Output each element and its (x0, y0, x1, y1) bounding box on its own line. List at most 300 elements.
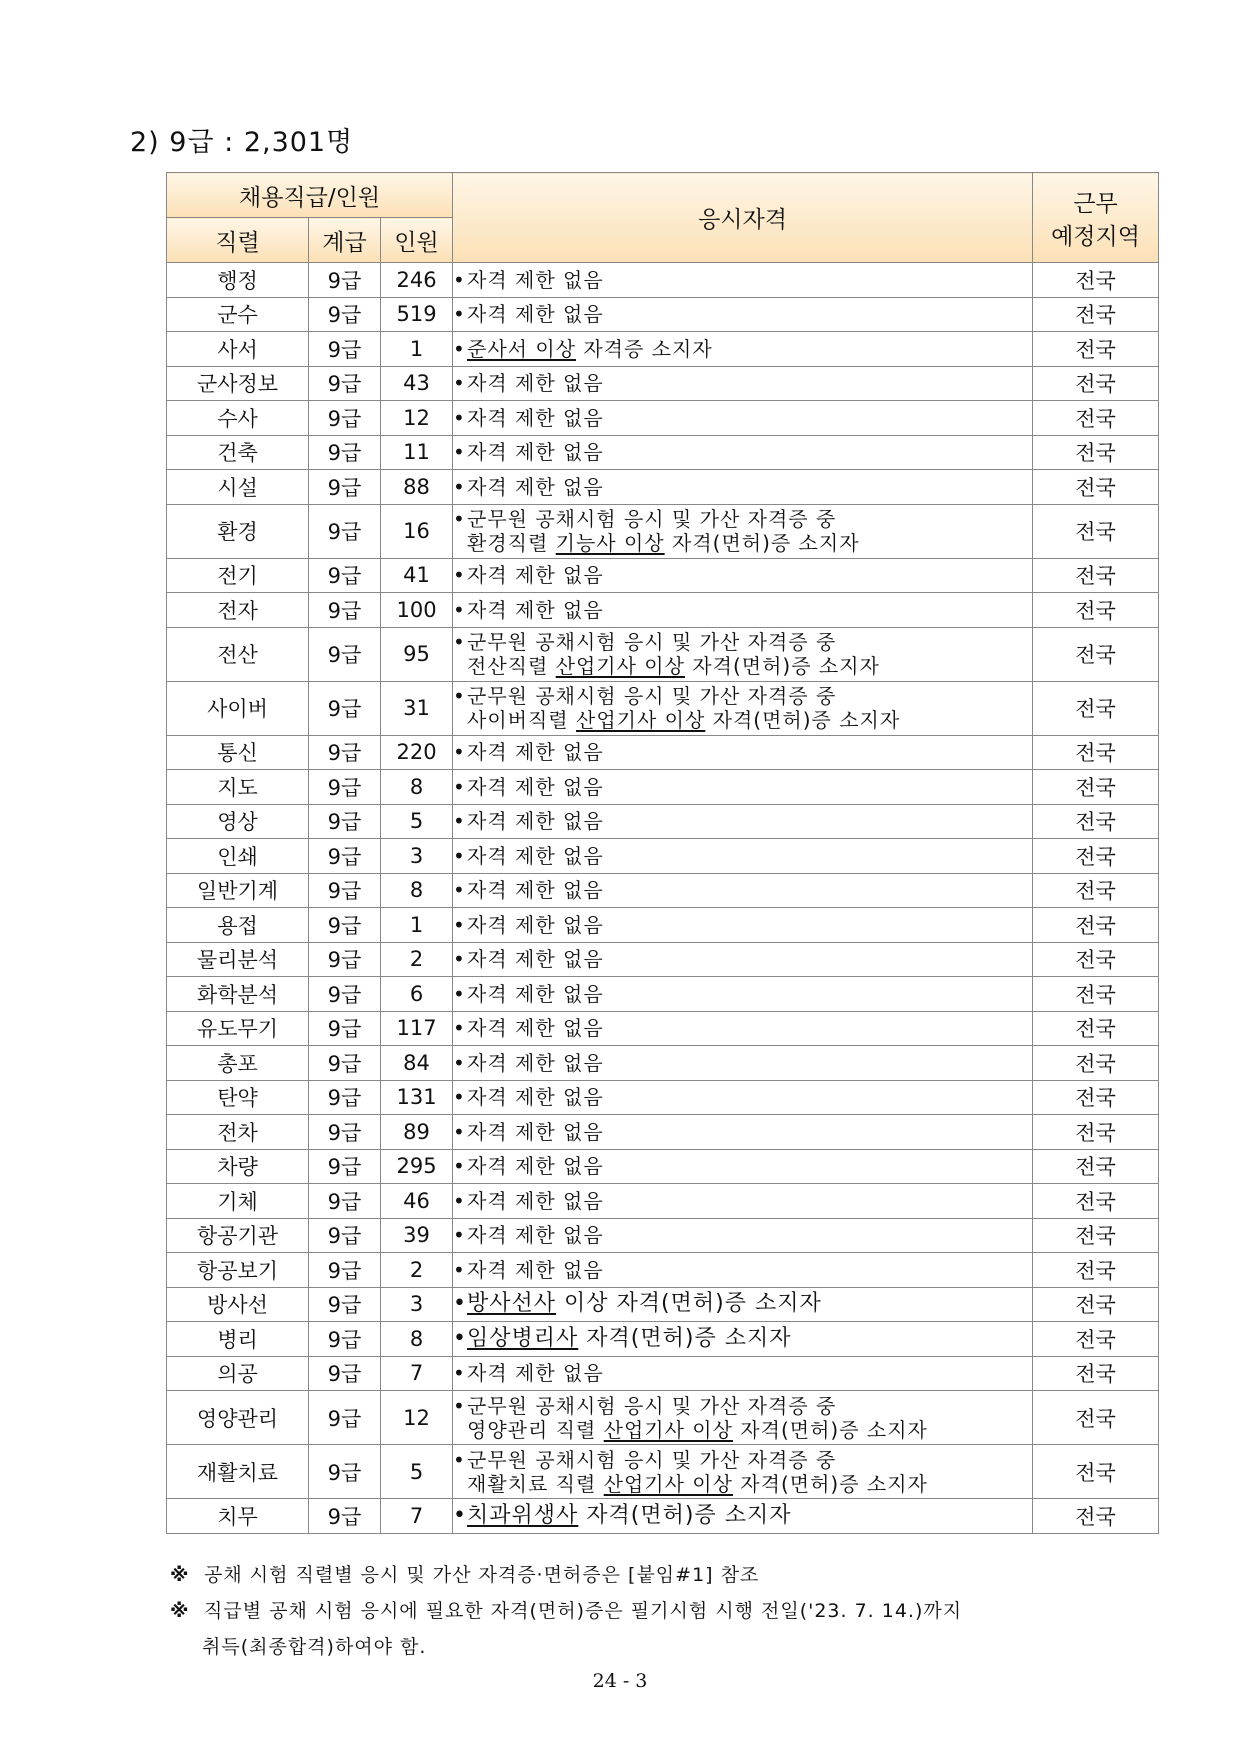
cell-region: 전국 (1033, 1287, 1159, 1322)
cell-region: 전국 (1033, 1391, 1159, 1445)
cell-count: 7 (381, 1356, 453, 1391)
qualification-line (453, 740, 604, 764)
cell-count: 8 (381, 873, 453, 908)
table-row (167, 558, 1159, 593)
cell-job: 환경 (167, 504, 309, 558)
bullet: • (453, 1050, 466, 1075)
qualification-text: 자격 제한 없음 (467, 597, 604, 622)
qualification-line-2 (453, 708, 1032, 732)
table-row (167, 1080, 1159, 1115)
cell-region: 전국 (1033, 558, 1159, 593)
cell-qualification (453, 1445, 1033, 1499)
qualification-line-2 (453, 1418, 1032, 1442)
cell-count: 220 (381, 735, 453, 770)
cell-count: 131 (381, 1080, 453, 1115)
cell-qualification (453, 401, 1033, 436)
qualification-line (453, 337, 713, 361)
qualification-line (453, 1291, 822, 1316)
cell-count: 11 (381, 435, 453, 470)
table-row (167, 942, 1159, 977)
cell-count: 16 (381, 504, 453, 558)
cell-grade: 9급 (309, 1499, 381, 1534)
bullet: • (453, 684, 466, 708)
table-row (167, 1046, 1159, 1081)
header-count: 인원 (381, 218, 453, 263)
qualification-text: 자격(면허)증 소지자 (684, 654, 880, 678)
cell-qualification (453, 977, 1033, 1012)
cell-grade: 9급 (309, 1253, 381, 1288)
cell-count: 5 (381, 1445, 453, 1499)
qualification-text: 사이버직렬 (467, 708, 576, 732)
cell-region: 전국 (1033, 435, 1159, 470)
cell-job: 군수 (167, 297, 309, 332)
cell-grade: 9급 (309, 332, 381, 367)
bullet: • (453, 1085, 466, 1110)
cell-count: 43 (381, 366, 453, 401)
cell-region: 전국 (1033, 1445, 1159, 1499)
note-2-text: 직급별 공채 시험 응시에 필요한 자격(면허)증은 필기시험 시행 전일('23. 7. 14.)까지 (204, 1600, 963, 1622)
cell-job: 항공기관 (167, 1218, 309, 1253)
qualification-emphasis: 임상병리사 (467, 1325, 579, 1351)
bullet: • (453, 1223, 466, 1248)
cell-job: 항공보기 (167, 1253, 309, 1288)
cell-region: 전국 (1033, 1218, 1159, 1253)
cell-grade: 9급 (309, 1287, 381, 1322)
table-row (167, 1499, 1159, 1534)
qualification-line (453, 844, 604, 868)
cell-qualification (453, 1322, 1033, 1357)
cell-region: 전국 (1033, 1253, 1159, 1288)
qualification-line (453, 775, 604, 799)
table-row (167, 297, 1159, 332)
cell-grade: 9급 (309, 942, 381, 977)
qualification-emphasis: 방사선사 (467, 1291, 557, 1317)
cell-region: 전국 (1033, 908, 1159, 943)
cell-grade: 9급 (309, 435, 381, 470)
note-mark: ※ (170, 1564, 190, 1586)
qualification-text: 자격 제한 없음 (467, 440, 604, 465)
cell-qualification (453, 366, 1033, 401)
cell-job: 화학분석 (167, 977, 309, 1012)
section-heading: 2) 9급 : 2,301명 (130, 127, 354, 158)
cell-count: 39 (381, 1218, 453, 1253)
bullet: • (453, 1016, 466, 1041)
cell-region: 전국 (1033, 839, 1159, 874)
cell-count: 84 (381, 1046, 453, 1081)
cell-region: 전국 (1033, 504, 1159, 558)
cell-grade: 9급 (309, 977, 381, 1012)
cell-qualification (453, 297, 1033, 332)
qualification-text: 군무원 공채시험 응시 및 가산 자격증 중 (467, 1447, 837, 1472)
qualification-line (453, 475, 604, 499)
cell-region: 전국 (1033, 1499, 1159, 1534)
table-row (167, 366, 1159, 401)
bullet: • (453, 981, 466, 1006)
cell-count: 6 (381, 977, 453, 1012)
qualification-text: 이상 자격(면허)증 소지자 (556, 1291, 822, 1317)
qualification-line (453, 684, 836, 708)
cell-region: 전국 (1033, 297, 1159, 332)
table-row (167, 977, 1159, 1012)
qualification-line (453, 630, 836, 654)
cell-grade: 9급 (309, 1149, 381, 1184)
cell-qualification (453, 908, 1033, 943)
header-qualification: 응시자격 (453, 173, 1033, 263)
header-region (1033, 173, 1159, 263)
qualification-line (453, 809, 604, 833)
table-row (167, 908, 1159, 943)
notes (170, 1557, 962, 1665)
cell-count: 46 (381, 1184, 453, 1219)
cell-qualification (453, 593, 1033, 628)
qualification-line (453, 1085, 604, 1109)
cell-grade: 9급 (309, 263, 381, 298)
bullet: • (453, 740, 466, 765)
qualification-line (453, 598, 604, 622)
bullet: • (453, 1447, 466, 1472)
table-row (167, 332, 1159, 367)
cell-job: 방사선 (167, 1287, 309, 1322)
cell-region: 전국 (1033, 1115, 1159, 1150)
cell-qualification (453, 1184, 1033, 1219)
qualification-text: 자격(면허)증 소지자 (578, 1325, 792, 1351)
qualification-text: 자격 제한 없음 (467, 1016, 604, 1041)
qualification-line (453, 440, 604, 464)
header-region-line2: 예정지역 (1051, 223, 1140, 250)
note-mark: ※ (170, 1600, 190, 1622)
qualification-text: 자격 제한 없음 (467, 1188, 604, 1213)
cell-grade: 9급 (309, 1356, 381, 1391)
qualification-text: 자격 제한 없음 (467, 1085, 604, 1110)
cell-grade: 9급 (309, 297, 381, 332)
table-row (167, 1356, 1159, 1391)
qualification-line-2 (453, 1472, 1032, 1496)
cell-grade: 9급 (309, 735, 381, 770)
qualification-line (453, 563, 604, 587)
qualification-text: 자격 제한 없음 (467, 1257, 604, 1282)
cell-qualification (453, 435, 1033, 470)
cell-qualification (453, 942, 1033, 977)
qualification-line (453, 1120, 604, 1144)
cell-grade: 9급 (309, 681, 381, 735)
cell-count: 8 (381, 1322, 453, 1357)
qualification-text: 자격(면허)증 소지자 (705, 708, 901, 732)
bullet: • (453, 843, 466, 868)
qualification-text: 자격 제한 없음 (467, 1119, 604, 1144)
cell-count: 246 (381, 263, 453, 298)
qualification-line (453, 1051, 604, 1075)
qualification-text: 자격(면허)증 소지자 (732, 1417, 928, 1442)
bullet: • (453, 1257, 466, 1282)
cell-qualification (453, 1253, 1033, 1288)
table-row (167, 1287, 1159, 1322)
cell-count: 3 (381, 1287, 453, 1322)
table-row (167, 470, 1159, 505)
table-row (167, 1445, 1159, 1499)
qualification-line (453, 1016, 604, 1040)
table-row (167, 593, 1159, 628)
cell-grade: 9급 (309, 1391, 381, 1445)
table-row (167, 873, 1159, 908)
qualification-emphasis: 준사서 이상 (467, 336, 576, 361)
cell-count: 100 (381, 593, 453, 628)
cell-qualification (453, 1218, 1033, 1253)
qualification-text: 자격 제한 없음 (467, 947, 604, 972)
qualification-emphasis: 산업기사 이상 (603, 1471, 733, 1496)
table-row (167, 435, 1159, 470)
cell-region: 전국 (1033, 735, 1159, 770)
cell-qualification (453, 470, 1033, 505)
cell-grade: 9급 (309, 1080, 381, 1115)
cell-region: 전국 (1033, 1184, 1159, 1219)
qualification-line-2 (453, 531, 1032, 555)
cell-qualification (453, 770, 1033, 805)
cell-region: 전국 (1033, 1149, 1159, 1184)
table-row (167, 1218, 1159, 1253)
qualification-text: 자격 제한 없음 (467, 878, 604, 903)
cell-qualification (453, 1080, 1033, 1115)
bullet: • (453, 1393, 466, 1418)
qualification-line (453, 1394, 836, 1418)
cell-qualification (453, 1287, 1033, 1322)
cell-job: 유도무기 (167, 1011, 309, 1046)
note-1 (170, 1557, 962, 1593)
cell-count: 12 (381, 401, 453, 436)
cell-job: 인쇄 (167, 839, 309, 874)
cell-grade: 9급 (309, 908, 381, 943)
bullet: • (453, 809, 466, 834)
table-body (167, 263, 1159, 1534)
qualification-text: 군무원 공채시험 응시 및 가산 자격증 중 (467, 684, 837, 708)
table-row (167, 1011, 1159, 1046)
cell-count: 519 (381, 297, 453, 332)
table-row (167, 1391, 1159, 1445)
bullet: • (453, 630, 466, 654)
cell-region: 전국 (1033, 366, 1159, 401)
qualification-line (453, 302, 604, 326)
table-row (167, 804, 1159, 839)
cell-job: 시설 (167, 470, 309, 505)
qualification-text: 전산직렬 (467, 654, 556, 678)
cell-job: 영양관리 (167, 1391, 309, 1445)
cell-qualification (453, 735, 1033, 770)
cell-grade: 9급 (309, 470, 381, 505)
header-region-line1: 근무 (1073, 190, 1118, 217)
table-row (167, 1253, 1159, 1288)
cell-qualification (453, 873, 1033, 908)
bullet: • (453, 563, 466, 588)
table-row (167, 1184, 1159, 1219)
cell-job: 전기 (167, 558, 309, 593)
qualification-line-2 (453, 654, 1032, 678)
cell-count: 2 (381, 942, 453, 977)
recruitment-table (166, 172, 1159, 1534)
cell-qualification (453, 839, 1033, 874)
cell-job: 전차 (167, 1115, 309, 1150)
bullet: • (453, 1325, 468, 1351)
table-row (167, 1115, 1159, 1150)
cell-qualification (453, 558, 1033, 593)
bullet: • (453, 1188, 466, 1213)
bullet: • (453, 1361, 466, 1386)
cell-job: 병리 (167, 1322, 309, 1357)
qualification-text: 자격 제한 없음 (467, 1361, 604, 1386)
bullet: • (453, 947, 466, 972)
cell-count: 31 (381, 681, 453, 735)
cell-job: 재활치료 (167, 1445, 309, 1499)
qualification-text: 군무원 공채시험 응시 및 가산 자격증 중 (467, 630, 837, 654)
cell-grade: 9급 (309, 1218, 381, 1253)
cell-grade: 9급 (309, 593, 381, 628)
cell-count: 41 (381, 558, 453, 593)
qualification-text: 자격증 소지자 (576, 336, 713, 361)
qualification-line (453, 1189, 604, 1213)
qualification-line (453, 1258, 604, 1282)
cell-job: 일반기계 (167, 873, 309, 908)
qualification-line (453, 913, 604, 937)
qualification-line (453, 1361, 604, 1385)
qualification-text: 자격 제한 없음 (467, 267, 604, 292)
bullet: • (453, 774, 466, 799)
qualification-text: 자격(면허)증 소지자 (578, 1502, 792, 1528)
qualification-text: 재활치료 직렬 (467, 1471, 604, 1496)
qualification-line (453, 1448, 836, 1472)
cell-region: 전국 (1033, 1356, 1159, 1391)
qualification-text: 자격 제한 없음 (467, 740, 604, 765)
qualification-emphasis: 산업기사 이상 (576, 708, 706, 732)
cell-qualification (453, 1391, 1033, 1445)
table-row (167, 735, 1159, 770)
qualification-line (453, 268, 604, 292)
qualification-text: 자격 제한 없음 (467, 1223, 604, 1248)
cell-job: 사서 (167, 332, 309, 367)
cell-job: 사이버 (167, 681, 309, 735)
qualification-text: 자격 제한 없음 (467, 371, 604, 396)
cell-job: 전자 (167, 593, 309, 628)
qualification-emphasis: 치과위생사 (467, 1502, 579, 1528)
cell-count: 89 (381, 1115, 453, 1150)
cell-region: 전국 (1033, 332, 1159, 367)
qualification-text: 자격 제한 없음 (467, 563, 604, 588)
table-row (167, 1149, 1159, 1184)
qualification-line (453, 406, 604, 430)
cell-count: 295 (381, 1149, 453, 1184)
header-group: 채용직급/인원 (167, 173, 453, 218)
qualification-text: 자격 제한 없음 (467, 809, 604, 834)
qualification-line (453, 1154, 604, 1178)
cell-region: 전국 (1033, 593, 1159, 628)
cell-count: 95 (381, 627, 453, 681)
cell-region: 전국 (1033, 1011, 1159, 1046)
qualification-text: 영양관리 직렬 (467, 1417, 604, 1442)
bullet: • (453, 474, 466, 499)
cell-grade: 9급 (309, 1011, 381, 1046)
bullet: • (453, 1119, 466, 1144)
cell-region: 전국 (1033, 770, 1159, 805)
cell-grade: 9급 (309, 873, 381, 908)
cell-job: 용접 (167, 908, 309, 943)
cell-region: 전국 (1033, 1322, 1159, 1357)
qualification-text: 자격(면허)증 소지자 (732, 1471, 928, 1496)
cell-job: 치무 (167, 1499, 309, 1534)
table-row (167, 263, 1159, 298)
qualification-line (453, 947, 604, 971)
cell-count: 88 (381, 470, 453, 505)
cell-grade: 9급 (309, 804, 381, 839)
cell-qualification (453, 1499, 1033, 1534)
qualification-text: 자격(면허)증 소지자 (664, 531, 860, 555)
cell-grade: 9급 (309, 366, 381, 401)
cell-qualification (453, 627, 1033, 681)
cell-region: 전국 (1033, 681, 1159, 735)
cell-job: 군사정보 (167, 366, 309, 401)
cell-region: 전국 (1033, 942, 1159, 977)
cell-count: 12 (381, 1391, 453, 1445)
qualification-line (453, 1503, 791, 1528)
qualification-text: 자격 제한 없음 (467, 405, 604, 430)
cell-count: 117 (381, 1011, 453, 1046)
cell-qualification (453, 332, 1033, 367)
cell-job: 지도 (167, 770, 309, 805)
qualification-text: 군무원 공채시험 응시 및 가산 자격증 중 (467, 1393, 837, 1418)
cell-grade: 9급 (309, 1322, 381, 1357)
qualification-line (453, 1326, 791, 1351)
note-1-text: 공채 시험 직렬별 응시 및 가산 자격증·면허증은 [붙임#1] 참조 (204, 1564, 760, 1586)
cell-count: 2 (381, 1253, 453, 1288)
qualification-text: 자격 제한 없음 (467, 843, 604, 868)
cell-qualification (453, 263, 1033, 298)
qualification-emphasis: 산업기사 이상 (603, 1417, 733, 1442)
cell-region: 전국 (1033, 627, 1159, 681)
cell-job: 물리분석 (167, 942, 309, 977)
cell-qualification (453, 1149, 1033, 1184)
qualification-text: 자격 제한 없음 (467, 981, 604, 1006)
cell-job: 차량 (167, 1149, 309, 1184)
cell-grade: 9급 (309, 627, 381, 681)
cell-region: 전국 (1033, 263, 1159, 298)
bullet: • (453, 1291, 468, 1317)
note-2-continued: 취득(최종합격)하여야 함. (202, 1636, 427, 1658)
cell-grade: 9급 (309, 401, 381, 436)
cell-qualification (453, 1356, 1033, 1391)
bullet: • (453, 440, 466, 465)
cell-job: 건축 (167, 435, 309, 470)
cell-grade: 9급 (309, 1184, 381, 1219)
qualification-text: 자격 제한 없음 (467, 302, 604, 327)
cell-count: 3 (381, 839, 453, 874)
table-row (167, 401, 1159, 436)
table-row (167, 1322, 1159, 1357)
cell-job: 총포 (167, 1046, 309, 1081)
cell-job: 영상 (167, 804, 309, 839)
cell-grade: 9급 (309, 1115, 381, 1150)
qualification-text: 자격 제한 없음 (467, 912, 604, 937)
bullet: • (453, 1154, 466, 1179)
cell-qualification (453, 1046, 1033, 1081)
qualification-text: 군무원 공채시험 응시 및 가산 자격증 중 (467, 507, 837, 531)
cell-grade: 9급 (309, 1445, 381, 1499)
cell-job: 행정 (167, 263, 309, 298)
cell-count: 7 (381, 1499, 453, 1534)
qualification-text: 자격 제한 없음 (467, 1154, 604, 1179)
header-job: 직렬 (167, 218, 309, 263)
cell-qualification (453, 504, 1033, 558)
cell-job: 통신 (167, 735, 309, 770)
qualification-line (453, 507, 836, 531)
bullet: • (453, 597, 466, 622)
qualification-emphasis: 산업기사 이상 (555, 654, 685, 678)
cell-region: 전국 (1033, 804, 1159, 839)
